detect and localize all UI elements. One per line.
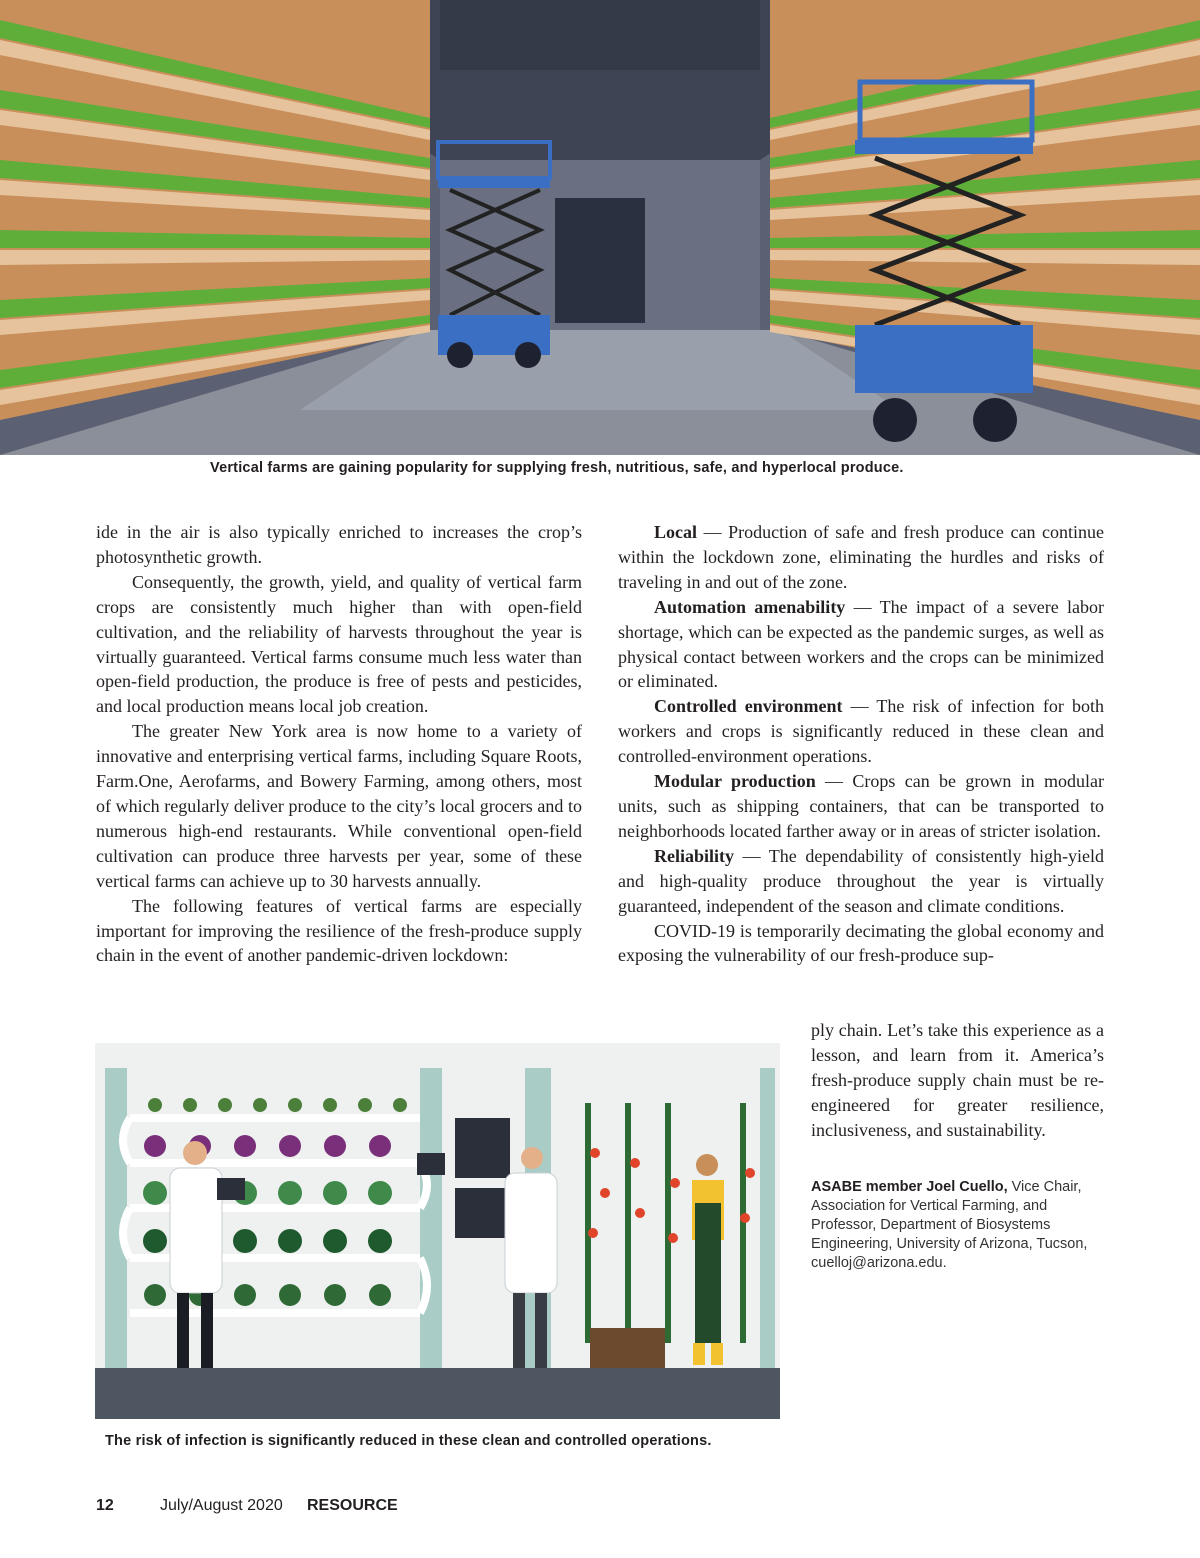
bottom-figure-caption: The risk of infection is significantly reduced in these clean and controlled operations. <box>105 1433 712 1449</box>
vertical-farm-illustration <box>0 0 1200 455</box>
feature-item-reliability <box>618 844 1104 919</box>
feature-item-automation <box>618 595 1104 695</box>
feature-item-controlled-environment <box>618 694 1104 769</box>
farmer-icon <box>692 1154 724 1365</box>
feature-item-local <box>618 520 1104 595</box>
feature-term: Automation amenability <box>654 596 846 617</box>
author-name: ASABE member Joel Cuello, <box>811 1179 1008 1195</box>
right-column <box>618 520 1104 968</box>
page-number: 12 <box>96 1497 114 1514</box>
paragraph: ide in the air is also typically enriched to increases the crop’s photosynthetic growth. <box>96 522 582 567</box>
feature-text: — Crops can be grown in modular units, such as shipping containers, that can be transported to neighborhoods located farther away or in areas of stricter isolation. <box>618 771 1104 841</box>
author-details: Vice Chair, Association for Vertical Farming, and Professor, Department of Biosystems Engineering, University of Arizona, Tucson, cuelloj@arizona.edu. <box>811 1179 1088 1271</box>
feature-text: — Production of safe and fresh produce can continue within the lockdown zone, eliminating the hurdles and risks of traveling in and out of the zone. <box>618 522 1104 592</box>
closing-paragraph: COVID-19 is temporarily decimating the global economy and exposing the vulnerability of our fresh-produce sup- <box>618 920 1104 966</box>
feature-term: Controlled environment <box>654 696 843 717</box>
issue-date: July/August 2020 <box>160 1497 283 1514</box>
closing-paragraph-continued: ply chain. Let’s take this experience as a lesson, and learn from it. America’s fresh-produce supply chain must be re-engineered for greater resilience, inclusiveness, and sustainability. <box>811 1020 1104 1140</box>
lab-illustration <box>95 1043 780 1419</box>
feature-term: Modular production <box>654 771 816 792</box>
paragraph: The following features of vertical farms are especially important for improving the resilience of the fresh-produce supply chain in the event of another pandemic-driven lockdown: <box>96 895 582 966</box>
feature-term: Reliability <box>654 845 734 866</box>
feature-text: — The dependability of consistently high-yield and high-quality produce throughout the year is virtually guaranteed, independent of the season and climate conditions. <box>618 845 1104 916</box>
author-bio <box>811 1178 1111 1273</box>
magazine-name: RESOURCE <box>307 1497 398 1514</box>
paragraph: The greater New York area is now home to a variety of innovative and enterprising vertical farms, including Square Roots, Farm.One, Aerofarms, and Bowery Farming, among others, most of which regularly deliver produce to the city’s local grocers and to numerous high-end restaurants. While conventional open-field cultivation can produce three harvests per year, some of these vertical farms can achieve up to 30 harvests annually. <box>96 721 582 891</box>
feature-item-modular-production <box>618 769 1104 844</box>
feature-text: — The impact of a severe labor shortage, which can be expected as the pandemic surges, as well as physical contact between workers and the crops can be minimized or eliminated. <box>618 596 1104 692</box>
left-column <box>96 520 582 968</box>
feature-text: — The risk of infection for both workers and crops is significantly reduced in these clean and controlled-environment operations. <box>618 696 1104 767</box>
feature-term: Local <box>654 522 697 542</box>
paragraph: Consequently, the growth, yield, and quality of vertical farm crops are consistently much higher than with open-field cultivation, and the reliability of harvests throughout the year is virtually guaranteed. Vertical farms consume much less water than open-field production, the produce is free of pests and pesticides, and local production means local job creation. <box>96 571 582 717</box>
top-figure-caption: Vertical farms are gaining popularity for supplying fresh, nutritious, safe, and hyperlocal produce. <box>210 460 904 476</box>
